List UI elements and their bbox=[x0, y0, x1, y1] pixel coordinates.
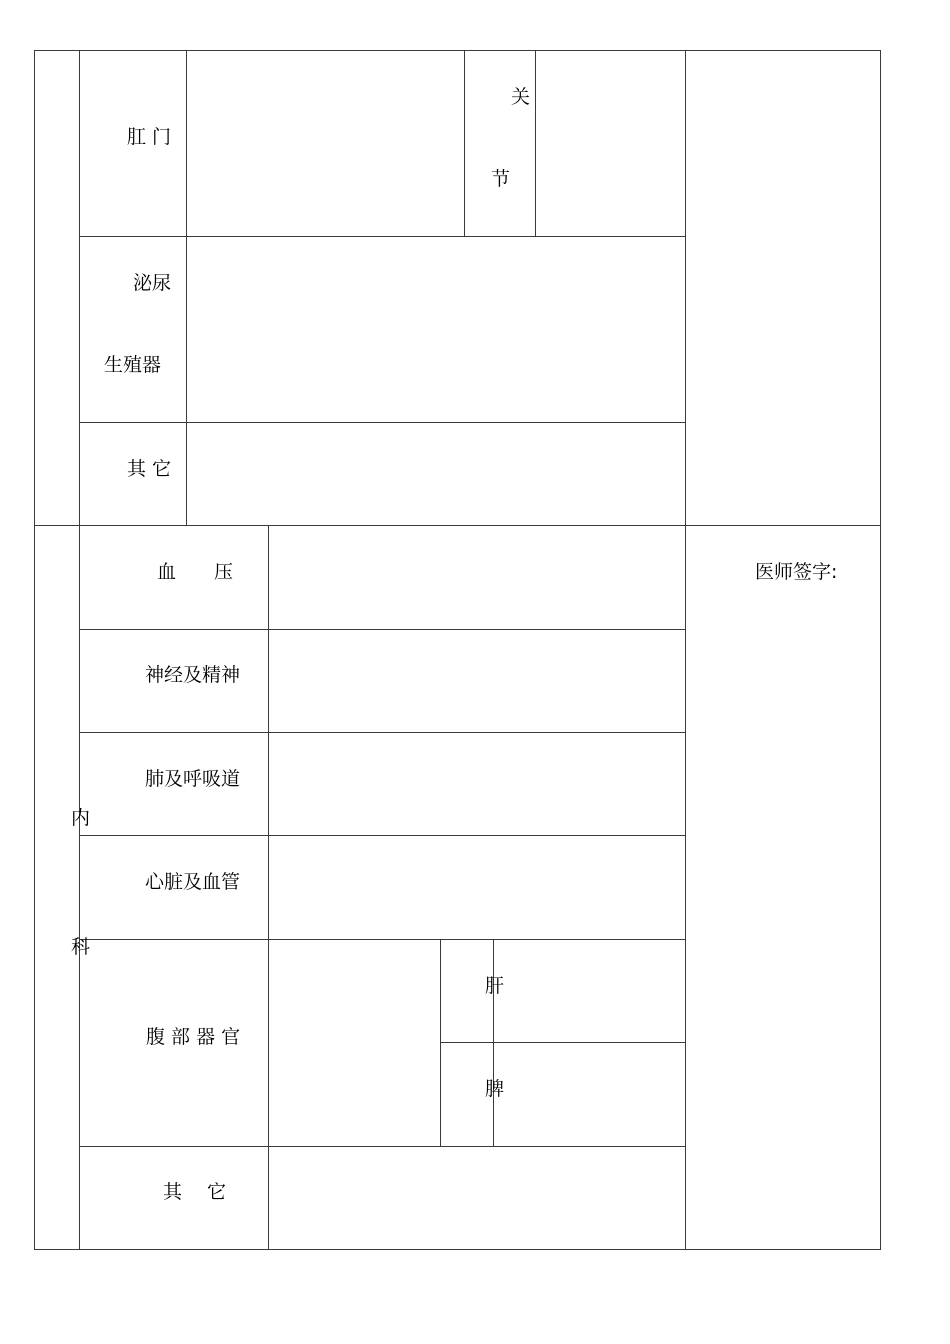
blood-pressure-label: 血 压 bbox=[157, 561, 234, 583]
table-right-border bbox=[880, 50, 881, 1250]
liver-label: 肝 bbox=[485, 975, 505, 997]
joint-label-top: 关 bbox=[511, 86, 531, 108]
table-left-border bbox=[34, 50, 35, 1250]
abdomen-organ-divider-2 bbox=[493, 939, 494, 1147]
surgery-row-divider-2 bbox=[79, 422, 686, 423]
nerve-mental-label: 神经及精神 bbox=[145, 664, 241, 686]
abdomen-organ-divider-1 bbox=[440, 939, 441, 1147]
abdominal-organs-label: 腹 部 器 官 bbox=[146, 1026, 241, 1048]
lung-respiratory-label: 肺及呼吸道 bbox=[145, 768, 241, 790]
internal-row-divider-1 bbox=[79, 629, 686, 630]
urogenital-label-bottom: 生殖器 bbox=[104, 354, 162, 376]
internal-row-divider-5 bbox=[79, 1146, 686, 1147]
spleen-label: 脾 bbox=[485, 1078, 505, 1100]
internal-label-divider bbox=[268, 525, 269, 1250]
anus-label: 肛 门 bbox=[127, 126, 172, 148]
signature-column-divider bbox=[685, 50, 686, 1250]
internal-other-label: 其 它 bbox=[163, 1181, 227, 1203]
joint-label-right-border bbox=[535, 50, 536, 237]
liver-spleen-divider bbox=[440, 1042, 686, 1043]
section-divider bbox=[34, 525, 881, 526]
urogenital-label-top: 泌尿 bbox=[133, 272, 172, 294]
table-top-border bbox=[34, 50, 881, 51]
internal-section-label-top: 内 bbox=[71, 807, 91, 829]
joint-label-bottom: 节 bbox=[491, 168, 511, 190]
doctor-signature-label: 医师签字: bbox=[755, 561, 838, 583]
heart-vessel-label: 心脏及血管 bbox=[145, 871, 241, 893]
internal-section-label-bottom: 科 bbox=[71, 936, 91, 958]
table-bottom-border bbox=[34, 1249, 881, 1250]
section-column-divider bbox=[79, 50, 80, 1250]
surgery-other-label: 其 它 bbox=[127, 458, 172, 480]
surgery-label-divider bbox=[186, 50, 187, 526]
joint-label-left-border bbox=[464, 50, 465, 237]
surgery-row-divider-1 bbox=[79, 236, 686, 237]
internal-row-divider-2 bbox=[79, 732, 686, 733]
internal-row-divider-4 bbox=[79, 939, 686, 940]
internal-row-divider-3 bbox=[79, 835, 686, 836]
